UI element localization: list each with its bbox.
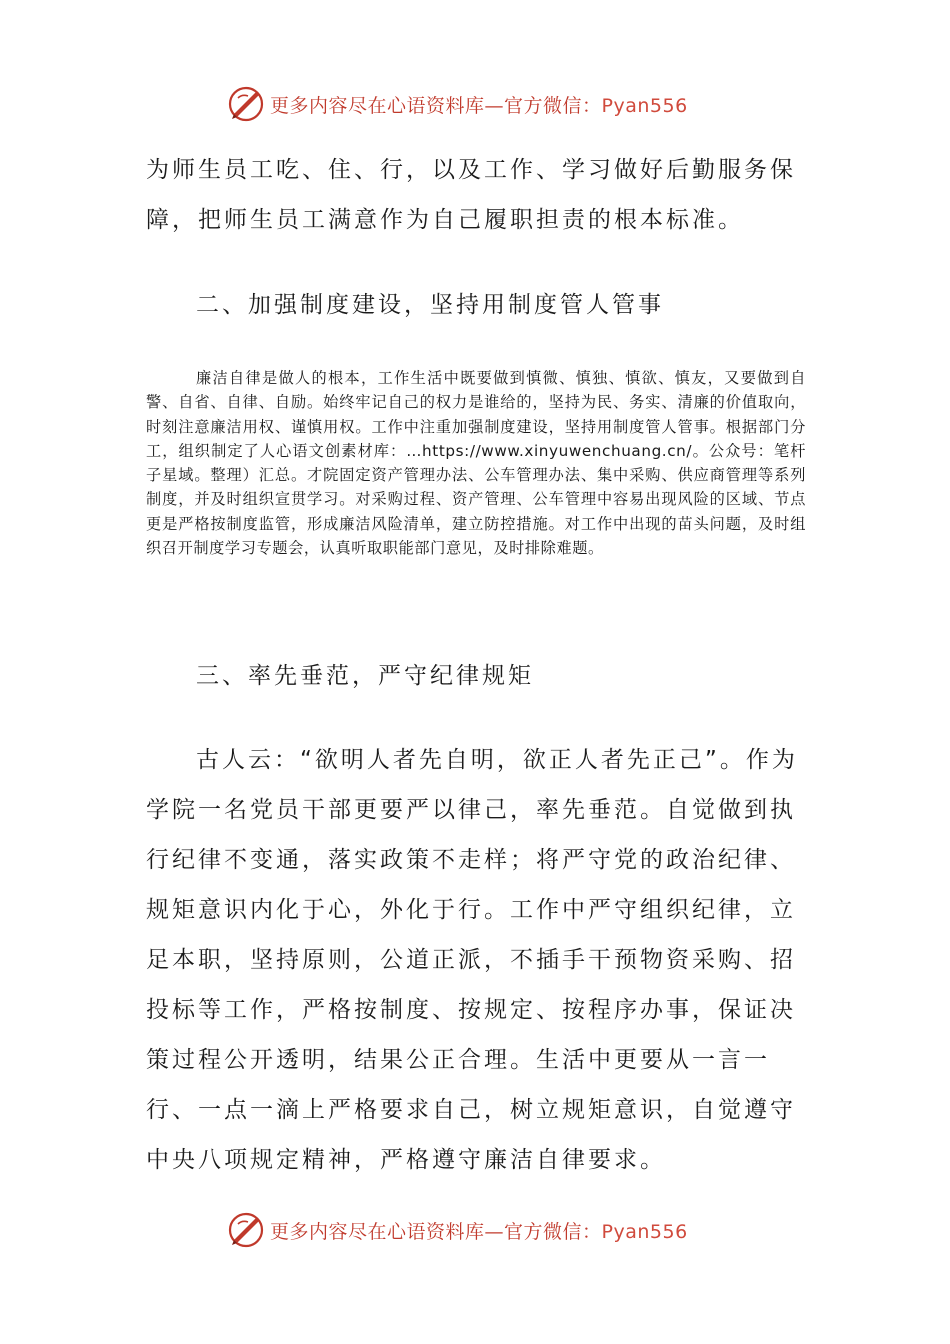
paragraph-section-3: 古人云：“欲明人者先自明，欲正人者先正己”。作为学院一名党员干部更要严以律己，率先垂范。自觉做到执行纪律不变通，落实政策不走样；将严守党的政治纪律、规矩意识内化于心，外化于行。工作中严守组织纪律，立足本职，坚持原则，公道正派，不插手干预物资采购、招投标等工作，严格按制度、按规定、按程序办事，保证决策过程公开透明，结果公正合理。生活中更要从一言一行、一点一滴上严格要求自己，树立规矩意识，自觉遵守中央八项规定精神，严格遵守廉洁自律要求。 <box>146 747 798 1173</box>
banner-wechat-id: Pyan556 <box>601 94 688 117</box>
banner-dash: — <box>484 1220 505 1243</box>
pen-logo-icon <box>226 1210 266 1250</box>
banner-dash: — <box>484 94 505 117</box>
section-heading-3: 三、率先垂范，严守纪律规矩 <box>196 663 534 689</box>
banner-text <box>270 91 688 118</box>
paragraph-section-2: 廉洁自律是做人的根本，工作生活中既要做到慎微、慎独、慎欲、慎友，又要做到自警、自省、自律、自励。始终牢记自己的权力是谁给的，坚持为民、务实、清廉的价值取向，时刻注意廉洁用权、谨慎用权。工作中注重加强制度建设，坚持用制度管人管事。根据部门分工，组织制定了人心语文创素材库：…https://www.xinyuwenchuang.cn/。公众号：笔杆子星域。整理）汇总。才院固定资产管理办法、公车管理办法、集中采购、供应商管理等系列制度，并及时组织宣贯学习。对采购过程、资产管理、公车管理中容易出现风险的区域、节点更是严格按制度监管，形成廉洁风险清单，建立防控措施。对工作中出现的苗头问题，及时组织召开制度学习专题会，认真听取职能部门意见，及时排除难题。 <box>146 369 806 558</box>
header-banner <box>226 82 746 126</box>
banner-wechat-label: 官方微信： <box>504 94 602 117</box>
section-heading-2: 二、加强制度建设，坚持用制度管人管事 <box>196 292 664 318</box>
banner-title: 更多内容尽在心语资料库 <box>270 94 485 117</box>
paragraph-continuation: 为师生员工吃、住、行，以及工作、学习做好后勤服务保障，把师生员工满意作为自己履职担责的根本标准。 <box>146 157 796 233</box>
banner-text <box>270 1217 688 1244</box>
banner-title: 更多内容尽在心语资料库 <box>270 1220 485 1243</box>
banner-wechat-label: 官方微信： <box>504 1220 602 1243</box>
pen-logo-icon <box>226 84 266 124</box>
banner-wechat-id: Pyan556 <box>601 1220 688 1243</box>
footer-banner <box>226 1208 746 1252</box>
